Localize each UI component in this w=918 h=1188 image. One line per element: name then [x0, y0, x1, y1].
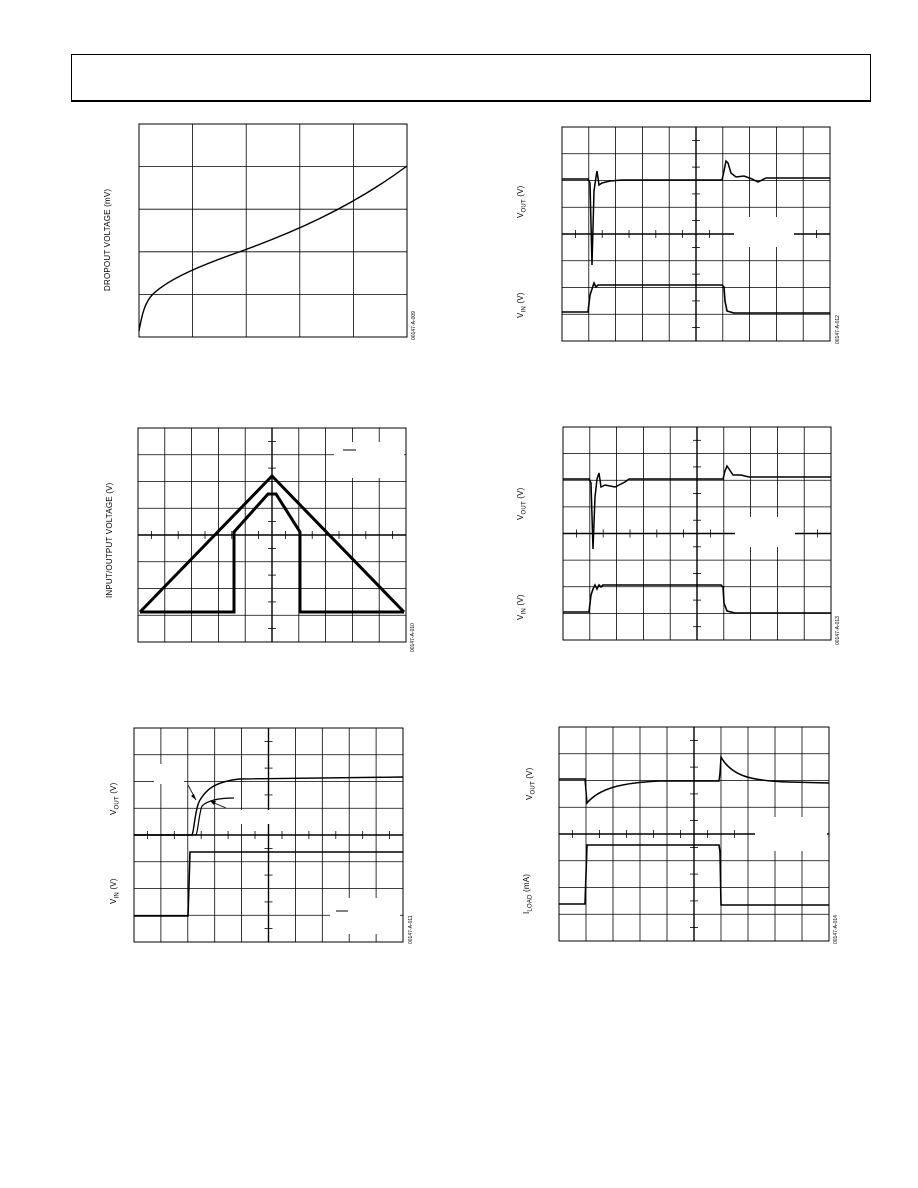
io-figure-code: 00147-A-010 — [410, 623, 416, 652]
dropout-voltage-chart — [139, 124, 407, 337]
line1-y-top-label: $V_{OUT}$ (V) — [516, 185, 528, 218]
startup-y-bottom-label: $V_{IN}$ (V) — [109, 878, 121, 904]
load-transient-chart — [559, 727, 829, 941]
io-voltage-chart — [138, 428, 406, 642]
dropout-curve — [139, 166, 407, 331]
io-y-label: INPUT/OUTPUT VOLTAGE (V) — [105, 482, 114, 598]
load-figure-code: 00147-A-014 — [833, 915, 839, 944]
line2-y-bottom-label: $V_{IN}$ (V) — [516, 594, 528, 620]
line2-y-top-label: $V_{OUT}$ (V) — [516, 487, 528, 520]
startup-y-top-label: $V_{OUT}$ (V) — [109, 782, 121, 815]
load-y-bottom-label: $I_{LOAD}$ (mA) — [522, 873, 534, 914]
vout-trace-b — [134, 798, 234, 835]
line2-figure-code: 00147-A-013 — [835, 616, 841, 645]
line-transient-1-chart — [562, 127, 830, 341]
line1-figure-code: 00147-A-012 — [835, 315, 841, 344]
startup-chart — [134, 728, 403, 942]
page-header-box — [71, 54, 871, 102]
load-y-top-label: $V_{OUT}$ (V) — [525, 767, 537, 800]
line-transient-2-chart — [563, 427, 831, 640]
dropout-figure-code: 00147-A-009 — [411, 311, 417, 340]
startup-figure-code: 00147-A-011 — [408, 915, 414, 944]
line1-y-bottom-label: $V_{IN}$ (V) — [516, 292, 528, 318]
dropout-y-label: DROPOUT VOLTAGE (mV) — [103, 188, 112, 291]
